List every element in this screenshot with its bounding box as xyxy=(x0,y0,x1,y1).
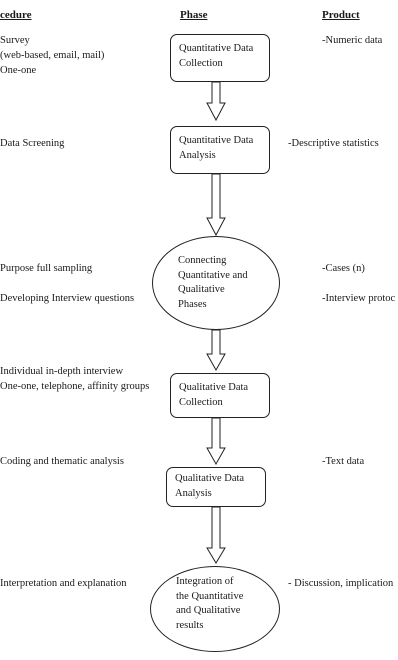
procedure-header: cedure xyxy=(0,9,32,21)
product-numeric-data: -Numeric data xyxy=(322,35,383,46)
product-cases: -Cases (n) xyxy=(322,263,365,274)
arrow-1 xyxy=(207,82,225,120)
procedure-interpretation: Interpretation and explanation xyxy=(0,578,127,589)
phase-integration-label: Integration of the Quantitative and Qualitative results xyxy=(176,576,244,632)
product-text-data: -Text data xyxy=(322,456,365,467)
procedure-purposeful-sampling: Purpose full sampling xyxy=(0,263,93,274)
phase-qual-collection: Qualitative Data Collection xyxy=(170,373,270,418)
phase-integration xyxy=(150,566,280,652)
phase-quant-analysis: Quantitative Data Analysis xyxy=(170,126,270,174)
phase-quant-collection: Quantitative Data Collection xyxy=(170,34,270,82)
arrow-5 xyxy=(207,507,225,563)
arrow-4 xyxy=(207,418,225,464)
arrow-2 xyxy=(207,174,225,235)
procedure-coding: Coding and thematic analysis xyxy=(0,456,124,467)
procedure-in-depth-interview: Individual in-depth interview One-one, telephone, affinity groups xyxy=(0,366,150,393)
procedure-data-screening: Data Screening xyxy=(0,138,65,149)
product-descriptive-statistics: -Descriptive statistics xyxy=(288,138,379,149)
product-discussion: - Discussion, implication xyxy=(288,578,394,589)
product-interview-protocol: -Interview protoc xyxy=(322,293,396,304)
phase-connecting xyxy=(152,236,280,330)
product-header: Product xyxy=(322,9,360,21)
procedure-interview-questions: Developing Interview questions xyxy=(0,293,135,304)
phase-connecting-label: Connecting Quantitative and Qualitative Phases xyxy=(178,255,248,311)
procedure-survey: Survey (web-based, email, mail) One-one xyxy=(0,35,105,77)
arrow-3 xyxy=(207,330,225,370)
phase-qual-analysis: Qualitative Data Analysis xyxy=(166,467,266,507)
phase-header: Phase xyxy=(180,9,208,21)
